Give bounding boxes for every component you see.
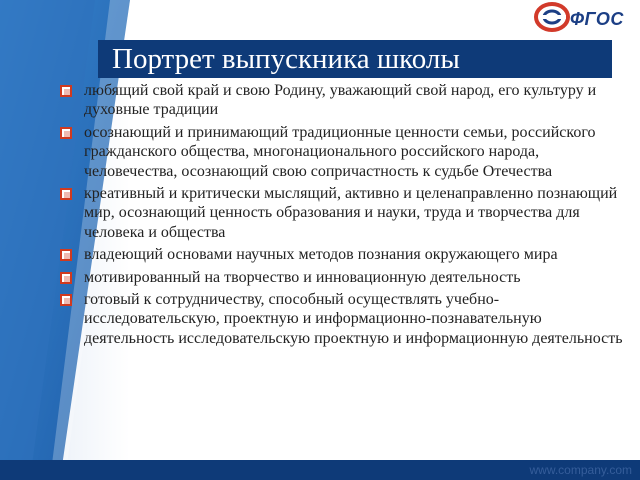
bullet-item [58, 81, 628, 120]
checkbox-bullet-icon [60, 85, 72, 97]
bullet-item [58, 184, 628, 242]
bullet-item [58, 290, 628, 348]
fgos-logo [530, 0, 640, 34]
fgos-logo-icon [530, 0, 570, 34]
footer-url: www.company.com [529, 463, 632, 477]
checkbox-bullet-icon [60, 249, 72, 261]
bullet-item [58, 123, 628, 181]
logo-text: ФГОС [570, 9, 624, 29]
bullet-text: осознающий и принимающий традиционные ценности семьи, российского гражданского общества, многонационального российского народа, человечества, осознающий свою сопричастность к судьбе Отечества [84, 123, 596, 180]
bullet-item [58, 245, 628, 264]
bullet-text: мотивированный на творчество и инновационную деятельность [84, 268, 521, 286]
bullet-list [58, 81, 628, 351]
checkbox-bullet-icon [60, 188, 72, 200]
slide-title-bar [98, 40, 612, 78]
slide-title: Портрет выпускника школы [112, 42, 460, 75]
bullet-item [58, 268, 628, 287]
checkbox-bullet-icon [60, 272, 72, 284]
footer-bar [0, 460, 640, 480]
bullet-text: владеющий основами научных методов познания окружающего мира [84, 246, 558, 264]
bullet-text: креативный и критически мыслящий, активно и целенаправленно познающий мир, осознающий ценность образования и науки, труда и творчества для человека и общества [84, 185, 618, 241]
checkbox-bullet-icon [60, 294, 72, 306]
bullet-text: любящий свой край и свою Родину, уважающий свой народ, его культуру и духовные традиции [84, 82, 597, 119]
checkbox-bullet-icon [60, 127, 72, 139]
bullet-text: готовый к сотрудничеству, способный осуществлять учебно-исследовательскую, проектную и информационно-познавательную деятельность исследовательскую проектную и информационную деятельность [84, 291, 623, 347]
